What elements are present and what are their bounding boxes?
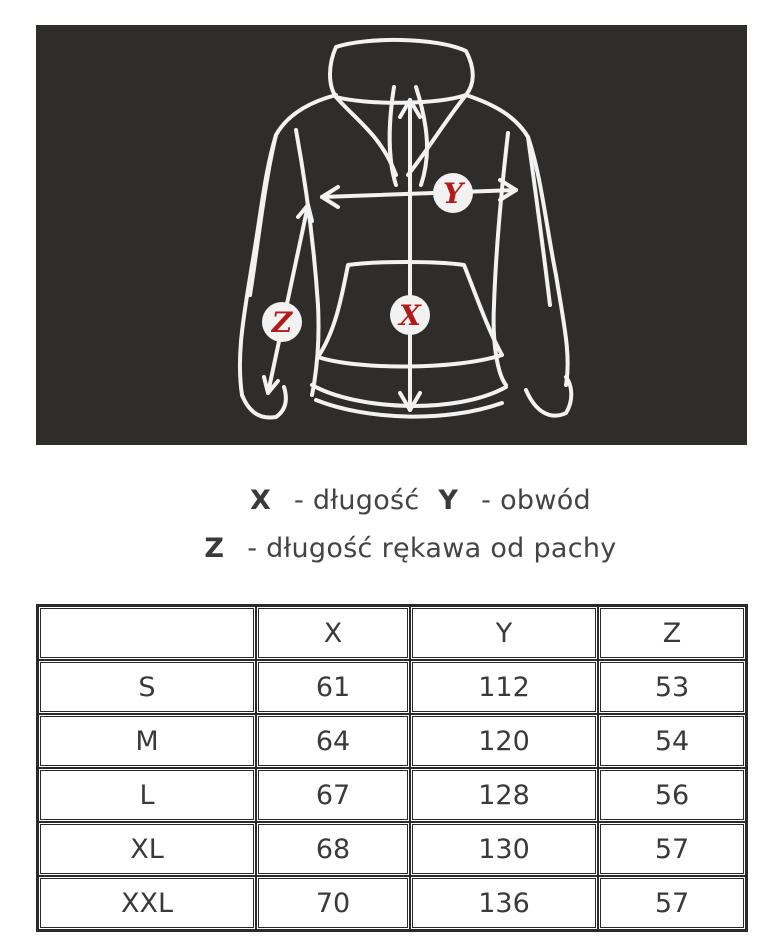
size-label-cell: XXL (38, 876, 256, 930)
hoodie-measurement-diagram (36, 25, 747, 445)
table-cell: 130 (410, 822, 598, 876)
table-cell: 120 (410, 714, 598, 768)
svg-text:Y: Y (443, 177, 463, 210)
size-label-cell: S (38, 660, 256, 714)
table-row (38, 660, 746, 714)
table-cell: 68 (256, 822, 410, 876)
svg-text:Z: Z (271, 306, 293, 339)
table-cell: 56 (598, 768, 746, 822)
marker-x (390, 295, 430, 335)
legend-line-xy (40, 485, 771, 516)
table-cell: 64 (256, 714, 410, 768)
legend-z-key: Z (204, 533, 225, 564)
legend-line-z (30, 533, 771, 564)
table-cell: 136 (410, 876, 598, 930)
svg-text:X: X (399, 299, 421, 332)
table-row (38, 768, 746, 822)
size-label-cell: M (38, 714, 256, 768)
marker-z (262, 302, 302, 342)
size-label-cell: XL (38, 822, 256, 876)
table-row (38, 822, 746, 876)
legend-y-text: - obwód (481, 485, 591, 516)
legend-x-key: X (249, 485, 272, 516)
table-header-cell (38, 606, 256, 660)
table-header-cell: Y (410, 606, 598, 660)
table-header-cell: Z (598, 606, 746, 660)
table-cell: 53 (598, 660, 746, 714)
size-table (36, 604, 748, 932)
table-cell: 70 (256, 876, 410, 930)
table-header-cell: X (256, 606, 410, 660)
table-cell: 67 (256, 768, 410, 822)
marker-y (433, 173, 473, 213)
table-cell: 57 (598, 822, 746, 876)
legend-z-text: - długość rękawa od pachy (247, 533, 617, 564)
table-cell: 61 (256, 660, 410, 714)
hoodie-outline (240, 40, 571, 418)
table-header-row (38, 606, 746, 660)
size-label-cell: L (38, 768, 256, 822)
table-cell: 112 (410, 660, 598, 714)
table-cell: 57 (598, 876, 746, 930)
table-row (38, 714, 746, 768)
legend-x-text: - długość (294, 485, 420, 516)
table-row (38, 876, 746, 930)
table-cell: 128 (410, 768, 598, 822)
table-cell: 54 (598, 714, 746, 768)
legend-y-key: Y (438, 485, 459, 516)
